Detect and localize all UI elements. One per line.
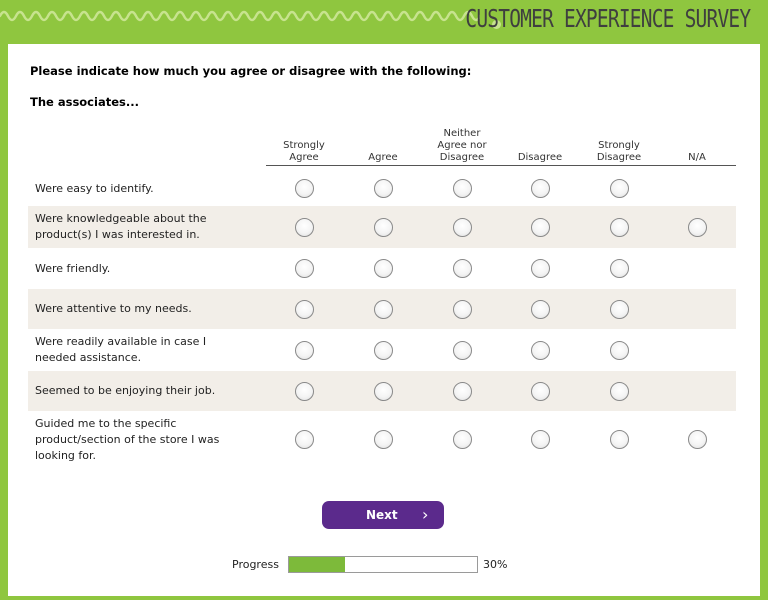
column-header-line: Disagree <box>596 152 642 163</box>
column-header-line: Agree nor <box>437 140 487 151</box>
radio-neutral[interactable] <box>453 179 472 198</box>
radio-strongly-disagree[interactable] <box>610 300 629 319</box>
radio-disagree[interactable] <box>531 430 550 449</box>
next-button[interactable] <box>322 501 444 529</box>
radio-strongly-agree[interactable] <box>295 218 314 237</box>
radio-disagree[interactable] <box>531 300 550 319</box>
chevron-right-icon: › <box>422 505 429 524</box>
col-agree-header <box>343 124 423 164</box>
question-label-line: Seemed to be enjoying their job. <box>35 384 216 397</box>
column-header-line: Strongly <box>283 140 325 151</box>
radio-neutral[interactable] <box>453 382 472 401</box>
instruction-text: Please indicate how much you agree or disagree with the following: <box>30 64 472 78</box>
header-divider <box>266 165 736 166</box>
col-neutral-header <box>422 124 502 164</box>
radio-neutral[interactable] <box>453 341 472 360</box>
radio-strongly-disagree[interactable] <box>610 430 629 449</box>
radio-agree[interactable] <box>374 218 393 237</box>
question-label <box>35 261 255 277</box>
survey-header <box>0 0 768 44</box>
col-strongly-agree-header <box>264 124 344 164</box>
question-row <box>28 411 736 468</box>
radio-disagree[interactable] <box>531 259 550 278</box>
radio-strongly-agree[interactable] <box>295 179 314 198</box>
radio-na[interactable] <box>688 218 707 237</box>
radio-disagree[interactable] <box>531 218 550 237</box>
question-row <box>28 289 736 329</box>
radio-agree[interactable] <box>374 430 393 449</box>
radio-strongly-agree[interactable] <box>295 430 314 449</box>
column-header-line: N/A <box>688 152 706 163</box>
radio-strongly-disagree[interactable] <box>610 259 629 278</box>
progress-bar <box>288 556 478 573</box>
col-na-header <box>657 124 737 164</box>
col-disagree-header <box>500 124 580 164</box>
radio-agree[interactable] <box>374 341 393 360</box>
radio-disagree[interactable] <box>531 382 550 401</box>
question-label <box>35 301 255 317</box>
radio-agree[interactable] <box>374 300 393 319</box>
question-label <box>35 211 255 243</box>
radio-neutral[interactable] <box>453 430 472 449</box>
radio-disagree[interactable] <box>531 341 550 360</box>
column-header-line: Neither <box>443 128 481 139</box>
question-label-line: Guided me to the specific <box>35 417 177 430</box>
radio-neutral[interactable] <box>453 259 472 278</box>
question-label-line: Were readily available in case I <box>35 335 207 348</box>
question-row <box>28 371 736 411</box>
progress-fill <box>289 557 345 572</box>
squiggle-border-decoration <box>0 6 480 26</box>
question-label <box>35 181 255 197</box>
radio-neutral[interactable] <box>453 218 472 237</box>
question-label-line: Were knowledgeable about the <box>35 212 207 225</box>
question-row <box>28 171 736 206</box>
radio-agree[interactable] <box>374 382 393 401</box>
radio-strongly-agree[interactable] <box>295 382 314 401</box>
radio-disagree[interactable] <box>531 179 550 198</box>
question-label <box>35 334 255 366</box>
radio-strongly-disagree[interactable] <box>610 218 629 237</box>
question-label-line: Were attentive to my needs. <box>35 302 192 315</box>
col-strongly-disagree-header <box>579 124 659 164</box>
question-label-line: Were easy to identify. <box>35 182 154 195</box>
question-row <box>28 248 736 289</box>
question-label <box>35 416 255 464</box>
column-header-line: Disagree <box>439 152 485 163</box>
column-header-line: Disagree <box>517 152 563 163</box>
question-label-line: needed assistance. <box>35 351 142 364</box>
radio-agree[interactable] <box>374 179 393 198</box>
column-header-line: Strongly <box>598 140 640 151</box>
question-label-line: product/section of the store I was <box>35 433 220 446</box>
column-header-line: Agree <box>289 152 319 163</box>
subheading-text: The associates... <box>30 95 139 109</box>
question-row <box>28 206 736 248</box>
question-label-line: product(s) I was interested in. <box>35 228 200 241</box>
radio-neutral[interactable] <box>453 300 472 319</box>
survey-title: CUSTOMER EXPERIENCE SURVEY <box>465 4 750 33</box>
radio-agree[interactable] <box>374 259 393 278</box>
radio-strongly-agree[interactable] <box>295 341 314 360</box>
radio-strongly-disagree[interactable] <box>610 179 629 198</box>
radio-strongly-agree[interactable] <box>295 300 314 319</box>
radio-strongly-disagree[interactable] <box>610 382 629 401</box>
next-button-label: Next <box>366 508 398 522</box>
column-header-line: Agree <box>368 152 398 163</box>
question-label <box>35 383 255 399</box>
progress-label: Progress <box>232 558 279 571</box>
question-row <box>28 329 736 371</box>
question-label-line: looking for. <box>35 449 97 462</box>
survey-panel <box>8 44 760 596</box>
question-label-line: Were friendly. <box>35 262 111 275</box>
progress-percent: 30% <box>483 558 508 571</box>
radio-na[interactable] <box>688 430 707 449</box>
radio-strongly-disagree[interactable] <box>610 341 629 360</box>
radio-strongly-agree[interactable] <box>295 259 314 278</box>
